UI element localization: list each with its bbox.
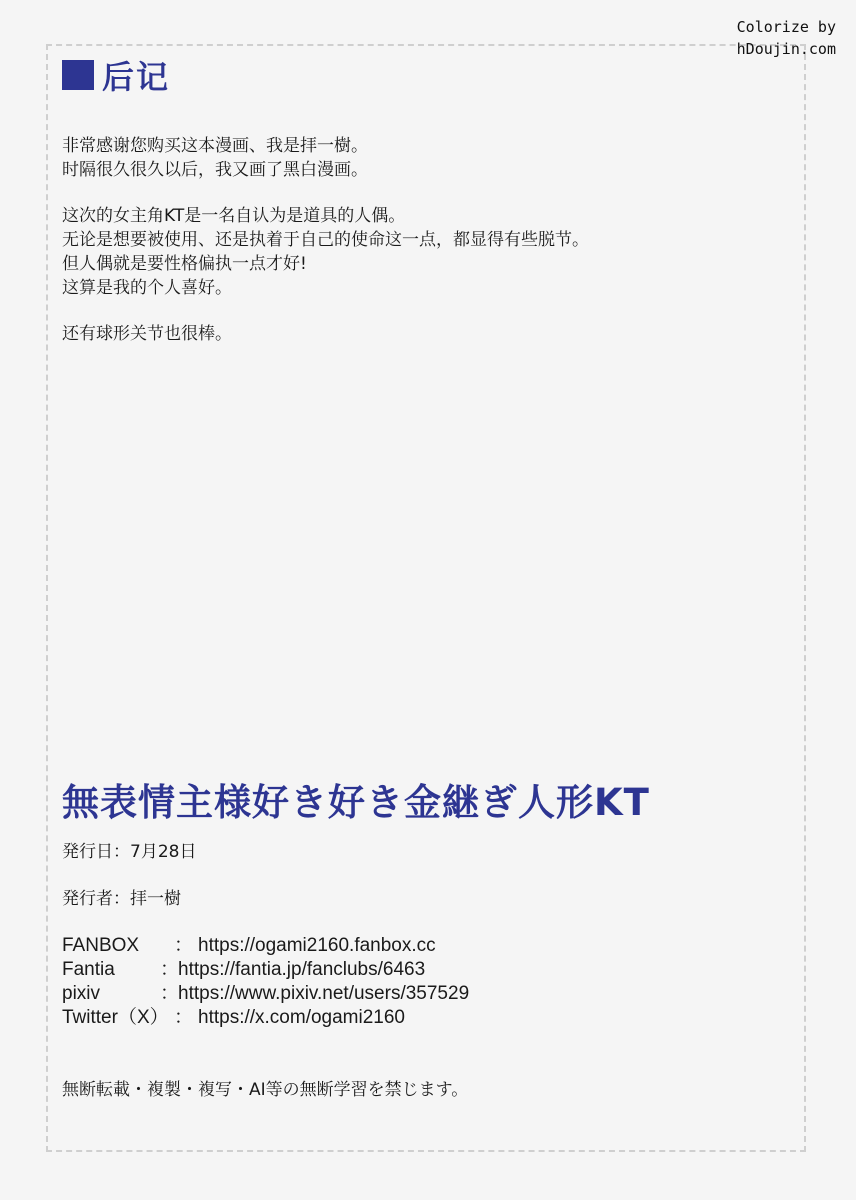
link-label: Twitter（X） [62,1007,169,1028]
link-separator: ： [160,959,180,980]
link-separator: ： [174,935,194,956]
link-label: FANBOX [62,935,140,956]
body-line: 时隔很久很久以后，我又画了黑白漫画。 [62,160,368,180]
link-separator: ： [174,1007,194,1028]
afterword-heading [62,52,170,98]
link-url-twitter[interactable]: https://x.com/ogami2160 [198,1007,405,1028]
credit-line-2: hDoujin.com [736,40,836,58]
paragraph-1 [62,134,782,182]
link-label: Fantia [62,959,115,980]
credit-line-1: Colorize by [736,18,836,36]
body-line: 还有球形关节也很棒。 [62,324,232,344]
body-line: 无论是想要被使用、还是执着于自己的使命这一点，都显得有些脱节。 [62,230,589,250]
paragraph-2 [62,204,782,300]
links-list [62,934,469,1030]
body-line: 非常感谢您购买这本漫画、我是拝一樹。 [62,136,368,156]
work-title: 無表情主様好き好き金継ぎ人形KT [62,781,650,824]
body-line: 这次的女主角KT是一名自认为是道具的人偶。 [62,206,406,226]
link-row-fanbox [62,934,469,958]
afterword-body [62,134,782,368]
publish-date: 発行日：7月28日 [62,842,197,862]
heading-square-icon [62,60,94,90]
body-line: 但人偶就是要性格偏执一点才好! [62,254,307,274]
link-row-pixiv [62,982,469,1006]
link-row-twitter [62,1006,469,1030]
colorize-credit [737,16,836,60]
link-label: pixiv [62,983,101,1004]
link-url-fantia[interactable]: https://fantia.jp/fanclubs/6463 [178,959,426,980]
copyright-notice: 無断転載・複製・複写・AI等の無断学習を禁じます。 [62,1080,469,1100]
paragraph-3 [62,322,782,346]
body-line: 这算是我的个人喜好。 [62,278,232,298]
link-url-pixiv[interactable]: https://www.pixiv.net/users/357529 [178,983,470,1004]
afterword-title: 后记 [102,58,171,96]
publisher: 発行者：拝一樹 [62,889,181,909]
link-url-fanbox[interactable]: https://ogami2160.fanbox.cc [198,935,436,956]
link-separator: ： [160,983,180,1004]
link-row-fantia [62,958,469,982]
